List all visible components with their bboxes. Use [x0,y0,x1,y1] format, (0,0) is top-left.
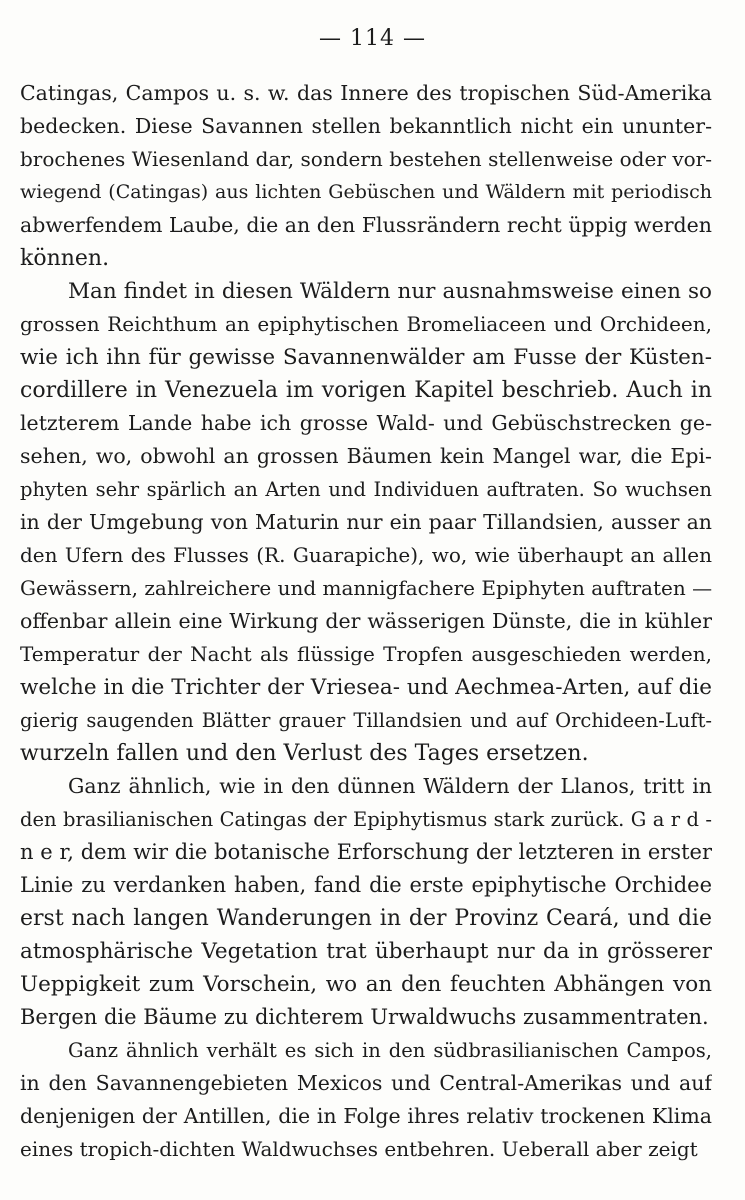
text-line: erst nach langen Wanderungen in der Provinz Ceará, und die [20,906,712,931]
text-line: offenbar allein eine Wirkung der wässerigen Dünste, die in kühler [20,609,712,633]
text-line: letzterem Lande habe ich grosse Wald- und Gebüschstrecken ge- [20,411,712,435]
body-text [20,77,712,1166]
text-line: gierig saugenden Blätter grauer Tillandsien und auf Orchideen-Luft- [20,709,712,732]
text-line: Linie zu verdanken haben, fand die erste epiphytische Orchidee [20,873,712,897]
text-line: grossen Reichthum an epiphytischen Bromeliaceen und Orchideen, [20,312,712,336]
text-line: Temperatur der Nacht als flüssige Tropfen ausgeschieden werden, [20,642,712,666]
text-line: Man findet in diesen Wäldern nur ausnahmsweise einen so [68,279,712,304]
text-line: den Ufern des Flusses (R. Guarapiche), wo, wie überhaupt an allen [20,543,712,567]
text-line: wurzeln fallen und den Verlust des Tages ersetzen. [20,741,589,766]
text-line: Ganz ähnlich verhält es sich in den südbrasilianischen Campos, [68,1039,712,1062]
text-line: abwerfendem Laube, die an den Flussrändern recht üppig werden [20,213,712,237]
text-line: phyten sehr spärlich an Arten und Individuen auftraten. So wuchsen [20,478,712,501]
text-line: Bergen die Bäume zu dichterem Urwaldwuchs zusammentraten. [20,1005,709,1029]
paragraph [20,770,712,1034]
text-line: cordillere in Venezuela im vorigen Kapitel beschrieb. Auch in [20,378,712,403]
paragraph [20,77,712,275]
text-line: wie ich ihn für gewisse Savannenwälder am Fusse der Küsten- [20,345,712,370]
text-line: eines tropich-dichten Waldwuchses entbehren. Ueberall aber zeigt [20,1137,698,1161]
text-line: Ganz ähnlich, wie in den dünnen Wäldern der Llanos, tritt in [68,774,712,798]
text-line: Gewässern, zahlreichere und mannigfachere Epiphyten auftraten — [20,576,712,600]
text-line: denjenigen der Antillen, die in Folge ihres relativ trockenen Klima [20,1104,712,1128]
text-line: Ueppigkeit zum Vorschein, wo an den feuchten Abhängen von [20,972,712,997]
text-line: in den Savannengebieten Mexicos und Central-Amerikas und auf [20,1071,712,1095]
text-line: können. [20,246,110,271]
page-number: — 114 — [319,26,426,51]
text-line: sehen, wo, obwohl an grossen Bäumen kein Mangel war, die Epi- [20,444,712,468]
text-line: atmosphärische Vegetation trat überhaupt nur da in grösserer [20,939,712,964]
text-line: n e r, dem wir die botanische Erforschung der letzteren in erster [20,840,712,864]
paragraph [20,275,712,770]
text-line: Catingas, Campos u. s. w. das Innere des tropischen Süd-Amerika [20,81,712,105]
text-line: welche in die Trichter der Vriesea- und Aechmea-Arten, auf die [20,675,712,700]
paragraph [20,1034,712,1166]
text-line: in der Umgebung von Maturin nur ein paar Tillandsien, ausser an [20,510,712,534]
text-line: bedecken. Diese Savannen stellen bekanntlich nicht ein ununter- [20,114,712,138]
text-line: den brasilianischen Catingas der Epiphytismus stark zurück. G a r d - [20,808,712,831]
text-line: brochenes Wiesenland dar, sondern bestehen stellenweise oder vor- [20,147,712,171]
text-line: wiegend (Catingas) aus lichten Gebüschen und Wäldern mit periodisch [20,181,712,203]
